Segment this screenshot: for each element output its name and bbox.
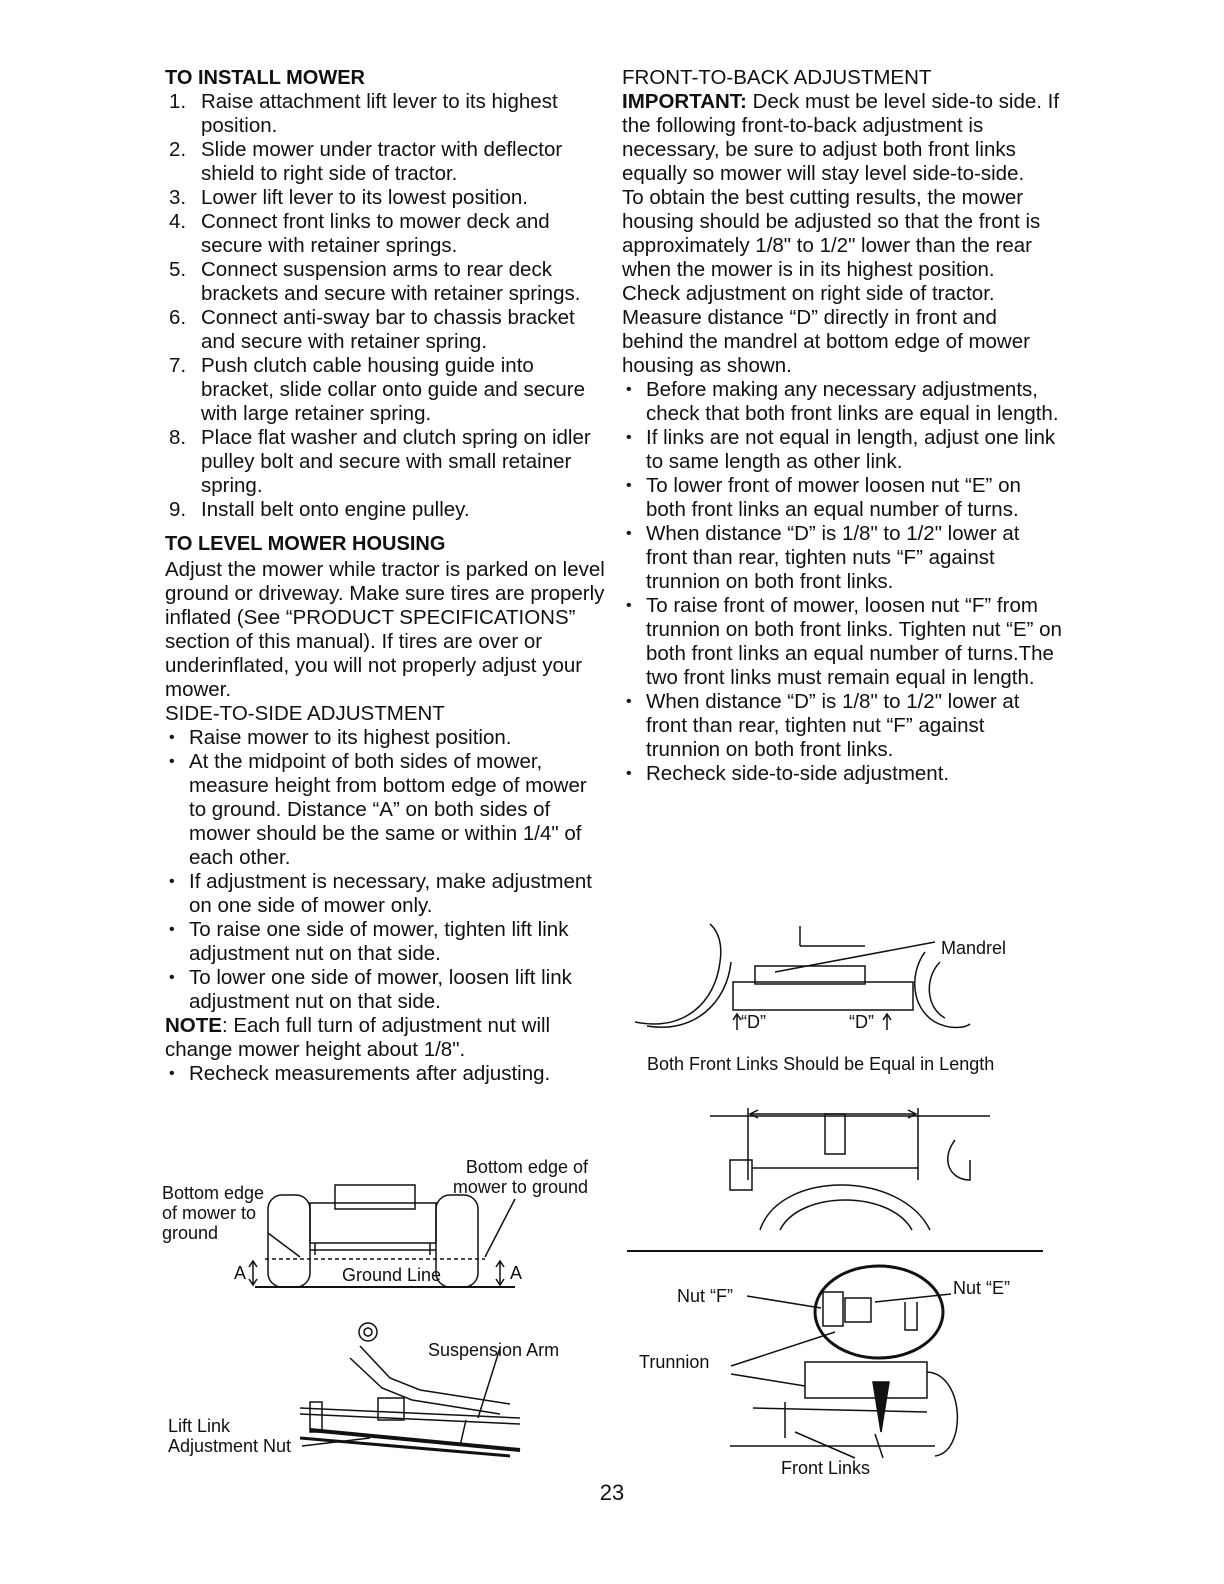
label-front-links: Front Links	[781, 1458, 871, 1478]
list-item: 8. Place flat washer and clutch spring on idler pulley bolt and secure with small retainer spring.	[169, 426, 591, 497]
label-ground-line: Ground Line	[342, 1265, 442, 1285]
suspension-figure	[160, 1318, 600, 1468]
list-item: 7. Push clutch cable housing guide into bracket, slide collar onto guide and secure with large retainer spring.	[169, 354, 586, 425]
list-item: • If links are not equal in length, adjust one link to same length as other link.	[622, 426, 1062, 474]
note-text: : Each full turn of adjustment nut will change mower height about 1/8".	[165, 1014, 551, 1061]
list-item: 4. Connect front links to mower deck and secure with retainer springs.	[169, 210, 550, 257]
front-back-para-2: Check adjustment on right side of tractor. Measure distance “D” directly in front and behind the mandrel at bottom edge of mower housing as shown.	[622, 282, 1030, 377]
right-column	[622, 66, 1062, 786]
front-back-para-1: To obtain the best cutting results, the mower housing should be adjusted so that the front is approximately 1/8" to 1/2" lower than the rear when the mower is in its highest position.	[622, 186, 1041, 281]
note-label: NOTE	[165, 1014, 222, 1037]
label-bottom-edge-left: Bottom edge of mower to ground	[162, 1183, 265, 1243]
label-suspension-arm: Suspension Arm	[428, 1340, 560, 1360]
list-item: • At the midpoint of both sides of mower, measure height from bottom edge of mower to ground. Distance “A” on both sides of mower should be the same or within 1/4" of each other.	[165, 750, 605, 870]
list-item: • To raise one side of mower, tighten lift link adjustment nut on that side.	[165, 918, 605, 966]
list-item: 2. Slide mower under tractor with deflector shield to right side of tractor.	[169, 138, 563, 185]
install-steps	[165, 90, 605, 522]
label-trunnion: Trunnion	[639, 1352, 710, 1372]
list-item: 6. Connect anti-sway bar to chassis bracket and secure with retainer spring.	[169, 306, 575, 353]
list-item: • When distance “D” is 1/8" to 1/2" lower at front than rear, tighten nut “F” against trunnion on both front links.	[622, 690, 1062, 762]
label-a-left: A	[234, 1263, 247, 1283]
list-item: • When distance “D” is 1/8" to 1/2" lower at front than rear, tighten nuts “F” against trunnion on both front links.	[622, 522, 1062, 594]
list-item: • To lower one side of mower, loosen lift link adjustment nut on that side.	[165, 966, 605, 1014]
list-item: • To raise front of mower, loosen nut “F” from trunnion on both front links. Tighten nut “E” on both front links an equal number of turns.The two front links must remain equal in length.	[622, 594, 1062, 690]
equal-length-figure	[700, 1100, 1000, 1240]
label-lift-link: Lift Link Adjustment Nut	[168, 1416, 292, 1456]
list-item: • Recheck side-to-side adjustment.	[622, 762, 1062, 786]
side-bullets	[165, 726, 605, 1014]
list-item: 3. Lower lift lever to its lowest position.	[169, 186, 528, 209]
label-d-left: “D”	[741, 1012, 766, 1032]
mandrel-figure	[625, 922, 1045, 1082]
important-label: IMPORTANT:	[622, 90, 747, 113]
note	[165, 1014, 605, 1062]
label-mandrel: Mandrel	[941, 938, 1007, 958]
page-number: 23	[599, 1480, 625, 1505]
list-item: 9. Install belt onto engine pulley.	[169, 498, 470, 521]
equal-length-figure-drawing	[700, 1100, 1000, 1240]
list-item: • If adjustment is necessary, make adjustment on one side of mower only.	[165, 870, 605, 918]
label-nut-f: Nut “F”	[677, 1286, 733, 1306]
important-para: IMPORTANT: Deck must be level side-to side. If the following front-to-back adjustment is necessary, be sure to adjust both front links equally so mower will stay level side-to-side.	[622, 90, 1060, 185]
label-bottom-edge-right: Bottom edge of mower to ground	[452, 1157, 588, 1197]
left-column	[165, 66, 605, 1086]
front-back-heading: FRONT-TO-BACK ADJUSTMENT	[622, 66, 932, 89]
mandrel-caption: Both Front Links Should be Equal in Length	[647, 1054, 995, 1074]
label-a-right: A	[510, 1263, 523, 1283]
level-heading: TO LEVEL MOWER HOUSING	[165, 533, 446, 555]
list-item: • Before making any necessary adjustments, check that both front links are equal in length.	[622, 378, 1062, 426]
install-heading: TO INSTALL MOWER	[165, 67, 365, 89]
list-item: 5. Connect suspension arms to rear deck brackets and secure with retainer springs.	[169, 258, 581, 305]
list-item: 1. Raise attachment lift lever to its highest position.	[169, 90, 558, 137]
level-intro: Adjust the mower while tractor is parked on level ground or driveway. Make sure tires are properly inflated (See “PRODUCT SPECIFICATIONS” section of this manual). If tires are over or underinflated, you will not properly adjust your mower.	[165, 558, 605, 701]
ground-figure	[160, 1155, 600, 1295]
label-nut-e: Nut “E”	[953, 1278, 1011, 1298]
links-figure	[635, 1262, 1050, 1482]
side-heading: SIDE-TO-SIDE ADJUSTMENT	[165, 702, 445, 725]
label-d-right: “D”	[849, 1012, 874, 1032]
recheck-bullets	[165, 1062, 605, 1086]
list-item: • Recheck measurements after adjusting.	[165, 1062, 605, 1086]
list-item: • To lower front of mower loosen nut “E” on both front links an equal number of turns.	[622, 474, 1062, 522]
divider	[627, 1250, 1043, 1252]
front-back-bullets	[622, 378, 1062, 786]
list-item: • Raise mower to its highest position.	[165, 726, 605, 750]
